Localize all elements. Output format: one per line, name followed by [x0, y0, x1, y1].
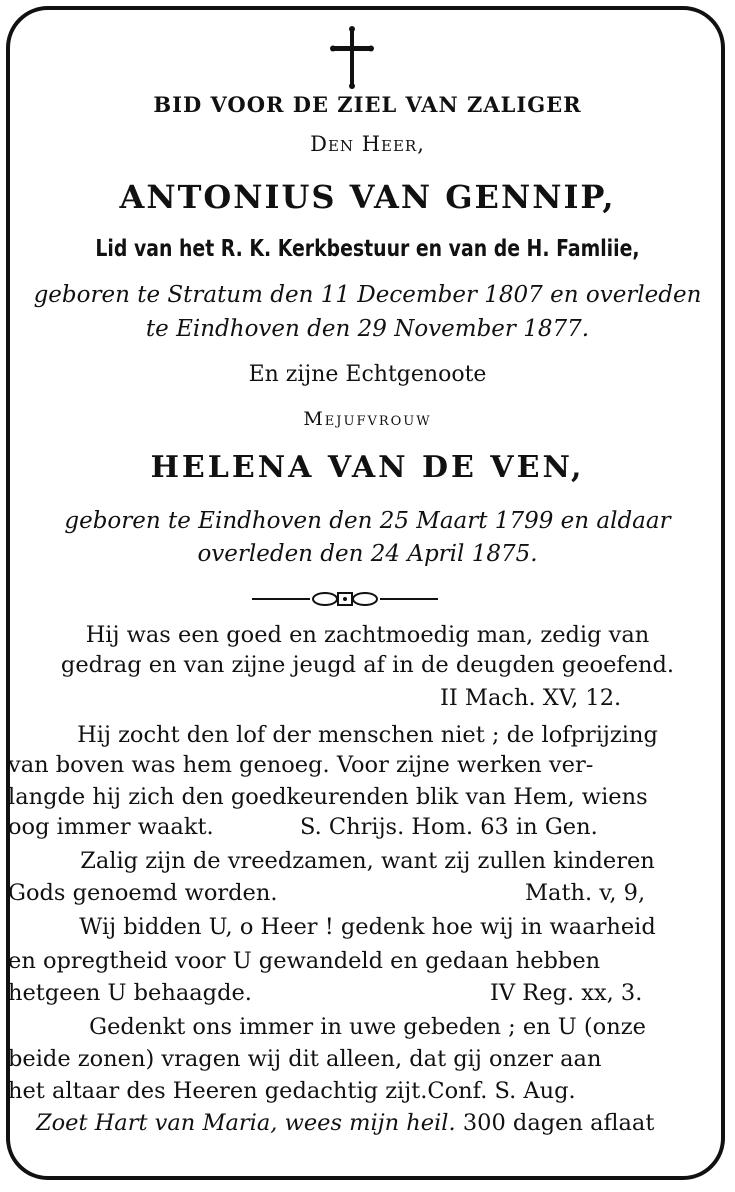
den-heer-title: Den Heer, [310, 132, 425, 156]
deceased-name-antonius: ANTONIUS VAN GENNIP, [119, 178, 616, 216]
verse3-line1: Zalig zijn de vreedzamen, want zij zullen kinderen [80, 848, 655, 874]
mejufvrouw-title: Mejufvrouw [303, 408, 432, 430]
prayer-heading: BID VOOR DE ZIEL VAN ZALIGER [153, 92, 582, 117]
verse4-line3: hetgeen U behaagde. [8, 980, 252, 1006]
deceased1-dates-line1: geboren te Stratum den 11 December 1807 en overleden [33, 282, 702, 308]
verse5-line2: beide zonen) vragen wij dit alleen, dat gij onzer aan [8, 1046, 602, 1072]
verse5-line3: het altaar des Heeren gedachtig zijt.Conf. S. Aug. [8, 1078, 576, 1104]
indulgence-days: 300 dagen aflaat [462, 1110, 655, 1136]
deceased2-dates-line2: overleden den 24 April 1875. [197, 541, 538, 567]
verse2-line3: langde hij zich den goedkeurenden blik van Hem, wiens [8, 784, 648, 810]
deceased-name-helena: HELENA VAN DE VEN, [150, 450, 585, 485]
deceased2-dates-line1: geboren te Eindhoven den 25 Maart 1799 en aldaar [64, 508, 671, 534]
verse3-line2: Gods genoemd worden. [8, 880, 278, 906]
verse4-citation: IV Reg. xx, 3. [490, 980, 643, 1006]
verse2-citation: S. Chrijs. Hom. 63 in Gen. [300, 814, 598, 840]
indulgence-line [0, 1110, 735, 1136]
indulgence-prayer: Zoet Hart van Maria, wees mijn heil. [36, 1110, 456, 1136]
spouse-intro: En zijne Echtgenoote [248, 362, 487, 387]
deceased1-dates-line2: te Eindhoven den 29 November 1877. [145, 316, 590, 342]
cross-icon [330, 26, 374, 90]
deceased-role: Lid van het R. K. Kerkbestuur en van de H. Famliie, [95, 236, 640, 262]
verse4-line1: Wij bidden U, o Heer ! gedenk hoe wij in waarheid [79, 914, 656, 940]
verse2-line2: van boven was hem genoeg. Voor zijne werken ver- [8, 752, 594, 778]
verse4-line2: en opregtheid voor U gewandeld en gedaan hebben [8, 948, 601, 974]
verse1-line2: gedrag en van zijne jeugd af in de deugden geoefend. [60, 652, 675, 678]
verse3-citation: Math. v, 9, [525, 880, 646, 906]
verse5-line1: Gedenkt ons immer in uwe gebeden ; en U (onze [89, 1014, 646, 1040]
verse2-line4: oog immer waakt. [8, 814, 214, 840]
verse1-citation: II Mach. XV, 12. [440, 685, 622, 711]
ornament-divider-icon [250, 588, 440, 610]
verse2-line1: Hij zocht den lof der menschen niet ; de lofprijzing [77, 722, 658, 748]
verse1-line1: Hij was een goed en zachtmoedig man, zedig van [85, 622, 650, 648]
